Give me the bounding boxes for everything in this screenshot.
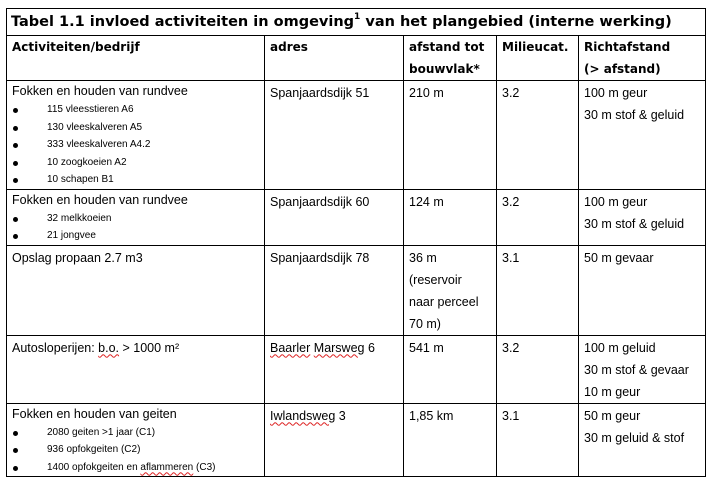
table-header-row	[7, 36, 706, 81]
cell-activity: Fokken en houden van rundvee 115 vleesstieren A6 130 vleeskalveren A5 333 vleeskalveren A4.2 10 zoogkoeien A2 10 schapen B1	[7, 81, 265, 190]
header-address: adres	[265, 36, 404, 81]
list-item: 1400 opfokgeiten en aflammeren (C3)	[12, 459, 259, 477]
cell-distance: 1,85 km	[404, 403, 497, 477]
list-item: 10 zoogkoeien A2	[12, 154, 259, 172]
cell-distance: 210 m	[404, 81, 497, 190]
cell-guide-distance: 100 m geur 30 m stof & geluid	[579, 189, 706, 245]
cell-activity: Fokken en houden van geiten 2080 geiten >1 jaar (C1) 936 opfokgeiten (C2) 1400 opfokgeiten en aflammeren (C3)	[7, 403, 265, 477]
cell-activity: Fokken en houden van rundvee 32 melkkoeien 21 jongvee	[7, 189, 265, 245]
bullet-icon	[13, 448, 18, 453]
cell-activity: Opslag propaan 2.7 m3	[7, 245, 265, 335]
cell-activity: Autosloperijen: b.o. > 1000 m²	[7, 335, 265, 403]
bullet-icon	[13, 431, 18, 436]
cell-category: 3.2	[497, 335, 579, 403]
list-item: 115 vleesstieren A6	[12, 101, 259, 119]
bullet-list	[12, 424, 259, 477]
cell-distance: 124 m	[404, 189, 497, 245]
table-title	[7, 9, 706, 36]
cell-address: Baarler Marsweg 6	[265, 335, 404, 403]
bullet-icon	[13, 234, 18, 239]
cell-guide-distance: 50 m geur 30 m geluid & stof	[579, 403, 706, 477]
cell-guide-distance: 100 m geluid 30 m stof & gevaar 10 m geur	[579, 335, 706, 403]
spellcheck-word: aflammeren	[140, 461, 194, 473]
cell-distance: 541 m	[404, 335, 497, 403]
header-distance: afstand tot bouwvlak*	[404, 36, 497, 81]
table-row	[7, 335, 706, 403]
spellcheck-word: b.o.	[98, 340, 120, 355]
cell-distance: 36 m (reservoir naar perceel 70 m)	[404, 245, 497, 335]
spellcheck-word: Iwlandsweg	[270, 408, 336, 423]
list-item: 2080 geiten >1 jaar (C1)	[12, 424, 259, 442]
cell-address: Iwlandsweg 3	[265, 403, 404, 477]
title-footnote-mark: 1	[354, 12, 361, 23]
bullet-icon	[13, 217, 18, 222]
list-item: 21 jongvee	[12, 227, 259, 245]
header-guide-distance: Richtafstand (> afstand)	[579, 36, 706, 81]
bullet-icon	[13, 178, 18, 183]
table-row	[7, 245, 706, 335]
header-activity: Activiteiten/bedrijf	[7, 36, 265, 81]
cell-category: 3.2	[497, 81, 579, 190]
bullet-icon	[13, 126, 18, 131]
table-title-rest: van het plangebied (interne werking)	[360, 14, 672, 30]
bullet-list	[12, 101, 259, 189]
bullet-list	[12, 210, 259, 245]
table-row	[7, 403, 706, 477]
table-row	[7, 81, 706, 190]
list-item: 32 melkkoeien	[12, 210, 259, 228]
table-title-text: Tabel 1.1 invloed activiteiten in omgeving	[11, 14, 355, 30]
table-title-row	[7, 9, 706, 36]
cell-guide-distance: 100 m geur 30 m stof & geluid	[579, 81, 706, 190]
spellcheck-word: Baarler	[270, 340, 311, 355]
table-row	[7, 189, 706, 245]
bullet-icon	[13, 108, 18, 113]
header-category: Milieucat.	[497, 36, 579, 81]
cell-address: Spanjaardsdijk 60	[265, 189, 404, 245]
cell-guide-distance: 50 m gevaar	[579, 245, 706, 335]
list-item: 333 vleeskalveren A4.2	[12, 136, 259, 154]
bullet-icon	[13, 161, 18, 166]
cell-category: 3.1	[497, 403, 579, 477]
spellcheck-word: Marsweg	[313, 340, 365, 355]
list-item: 130 vleeskalveren A5	[12, 119, 259, 137]
list-item: 936 opfokgeiten (C2)	[12, 441, 259, 459]
cell-address: Spanjaardsdijk 51	[265, 81, 404, 190]
activities-table	[6, 8, 706, 477]
cell-address: Spanjaardsdijk 78	[265, 245, 404, 335]
bullet-icon	[13, 143, 18, 148]
list-item: 10 schapen B1	[12, 171, 259, 189]
cell-category: 3.2	[497, 189, 579, 245]
cell-category: 3.1	[497, 245, 579, 335]
